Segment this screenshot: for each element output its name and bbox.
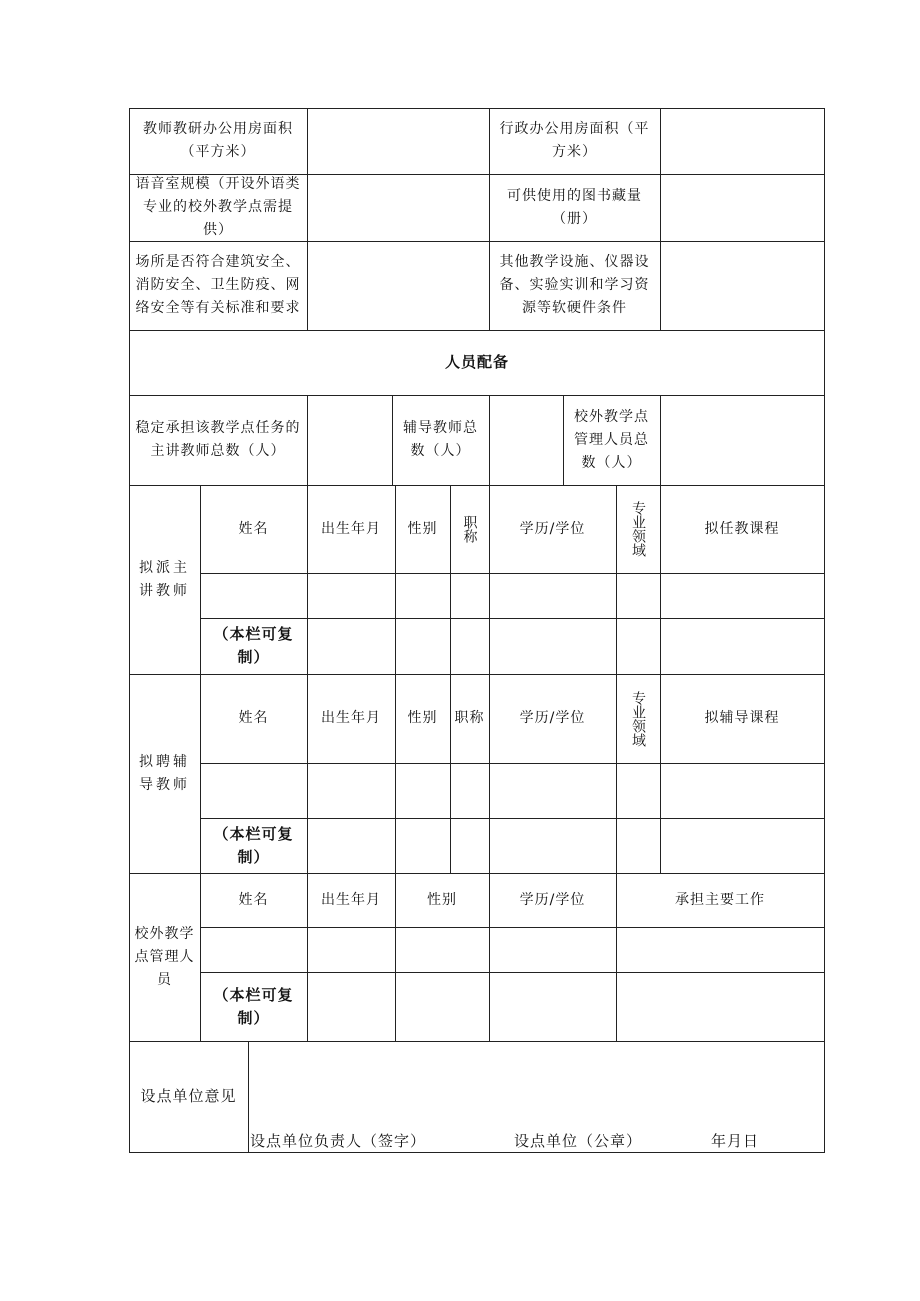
manager-header-education: 学历/学位 bbox=[519, 891, 586, 908]
tutor-header-birth: 出生年月 bbox=[321, 710, 381, 726]
teacher-office-area-value[interactable] bbox=[307, 108, 489, 174]
opinion-signer-label: 设点单位负责人（签字） bbox=[250, 1132, 427, 1150]
admin-office-area-value[interactable] bbox=[660, 108, 824, 174]
lecturer-header-course: 拟任教课程 bbox=[704, 520, 780, 537]
tutor-header-education: 学历/学位 bbox=[519, 710, 586, 726]
lecturer-header-name: 姓名 bbox=[238, 520, 269, 537]
admin-office-area-label: 行政办公用房面积（平方米） bbox=[499, 121, 650, 160]
frame-bottom bbox=[129, 1152, 825, 1153]
tutor-total-value[interactable] bbox=[489, 395, 563, 485]
other-facilities-label: 其他教学设施、仪器设备、实验实训和学习资源等软硬件条件 bbox=[499, 254, 650, 316]
frame-right bbox=[824, 108, 825, 1152]
library-books-value[interactable] bbox=[660, 174, 824, 241]
lecturer-header-gender: 性别 bbox=[407, 520, 438, 537]
lecturer-header-birth: 出生年月 bbox=[321, 520, 381, 537]
teacher-office-area-label: 教师教研办公用房面积（平方米） bbox=[143, 121, 293, 160]
tutor-group-label: 拟聘辅导教师 bbox=[139, 753, 190, 793]
lecturer-total-label: 稳定承担该教学点任务的主讲教师总数（人） bbox=[135, 420, 301, 459]
lecturer-header-field: 专业领域 bbox=[630, 501, 646, 557]
language-lab-label: 语音室规模（开设外语类专业的校外教学点需提供） bbox=[135, 176, 301, 238]
tutor-header-name: 姓名 bbox=[238, 710, 269, 726]
manager-total-value[interactable] bbox=[660, 395, 824, 485]
other-facilities-value[interactable] bbox=[660, 241, 824, 330]
tutor-copy-note: （本栏可复制） bbox=[213, 824, 294, 866]
site-compliance-value[interactable] bbox=[307, 241, 489, 330]
manager-header-birth: 出生年月 bbox=[321, 891, 381, 908]
manager-header-gender: 性别 bbox=[427, 891, 457, 908]
tutor-header-title: 职称 bbox=[454, 710, 485, 726]
manager-header-duty: 承担主要工作 bbox=[675, 891, 765, 908]
row-divider bbox=[200, 763, 825, 764]
lecturer-header-education: 学历/学位 bbox=[519, 520, 586, 537]
manager-group-label: 校外教学点管理人员 bbox=[134, 925, 195, 988]
site-compliance-label: 场所是否符合建筑安全、消防安全、卫生防疫、网络安全等有关标准和要求 bbox=[135, 254, 301, 316]
manager-total-label: 校外教学点管理人员总数（人） bbox=[574, 408, 649, 471]
opinion-seal-label: 设点单位（公章） bbox=[514, 1132, 643, 1150]
staffing-section-title: 人员配备 bbox=[444, 353, 509, 371]
lecturer-total-value[interactable] bbox=[307, 395, 392, 485]
lecturer-copy-note: （本栏可复制） bbox=[213, 625, 294, 666]
tutor-header-field: 专业领域 bbox=[630, 690, 646, 747]
language-lab-value[interactable] bbox=[307, 174, 489, 241]
library-books-label: 可供使用的图书藏量（册） bbox=[507, 187, 642, 227]
tutor-header-gender: 性别 bbox=[407, 710, 438, 726]
opinion-date-label: 年月日 bbox=[711, 1132, 760, 1150]
opinion-label: 设点单位意见 bbox=[140, 1087, 237, 1105]
row-divider bbox=[200, 573, 825, 574]
lecturer-header-title: 职称 bbox=[461, 515, 478, 543]
opinion-content-area[interactable] bbox=[248, 1041, 824, 1126]
tutor-header-course: 拟辅导课程 bbox=[704, 710, 780, 726]
lecturer-group-label: 拟派主讲教师 bbox=[139, 559, 190, 599]
row-divider bbox=[200, 927, 825, 928]
manager-header-name: 姓名 bbox=[238, 891, 269, 908]
tutor-total-label: 辅导教师总数（人） bbox=[403, 420, 478, 459]
manager-copy-note: （本栏可复制） bbox=[213, 985, 294, 1027]
